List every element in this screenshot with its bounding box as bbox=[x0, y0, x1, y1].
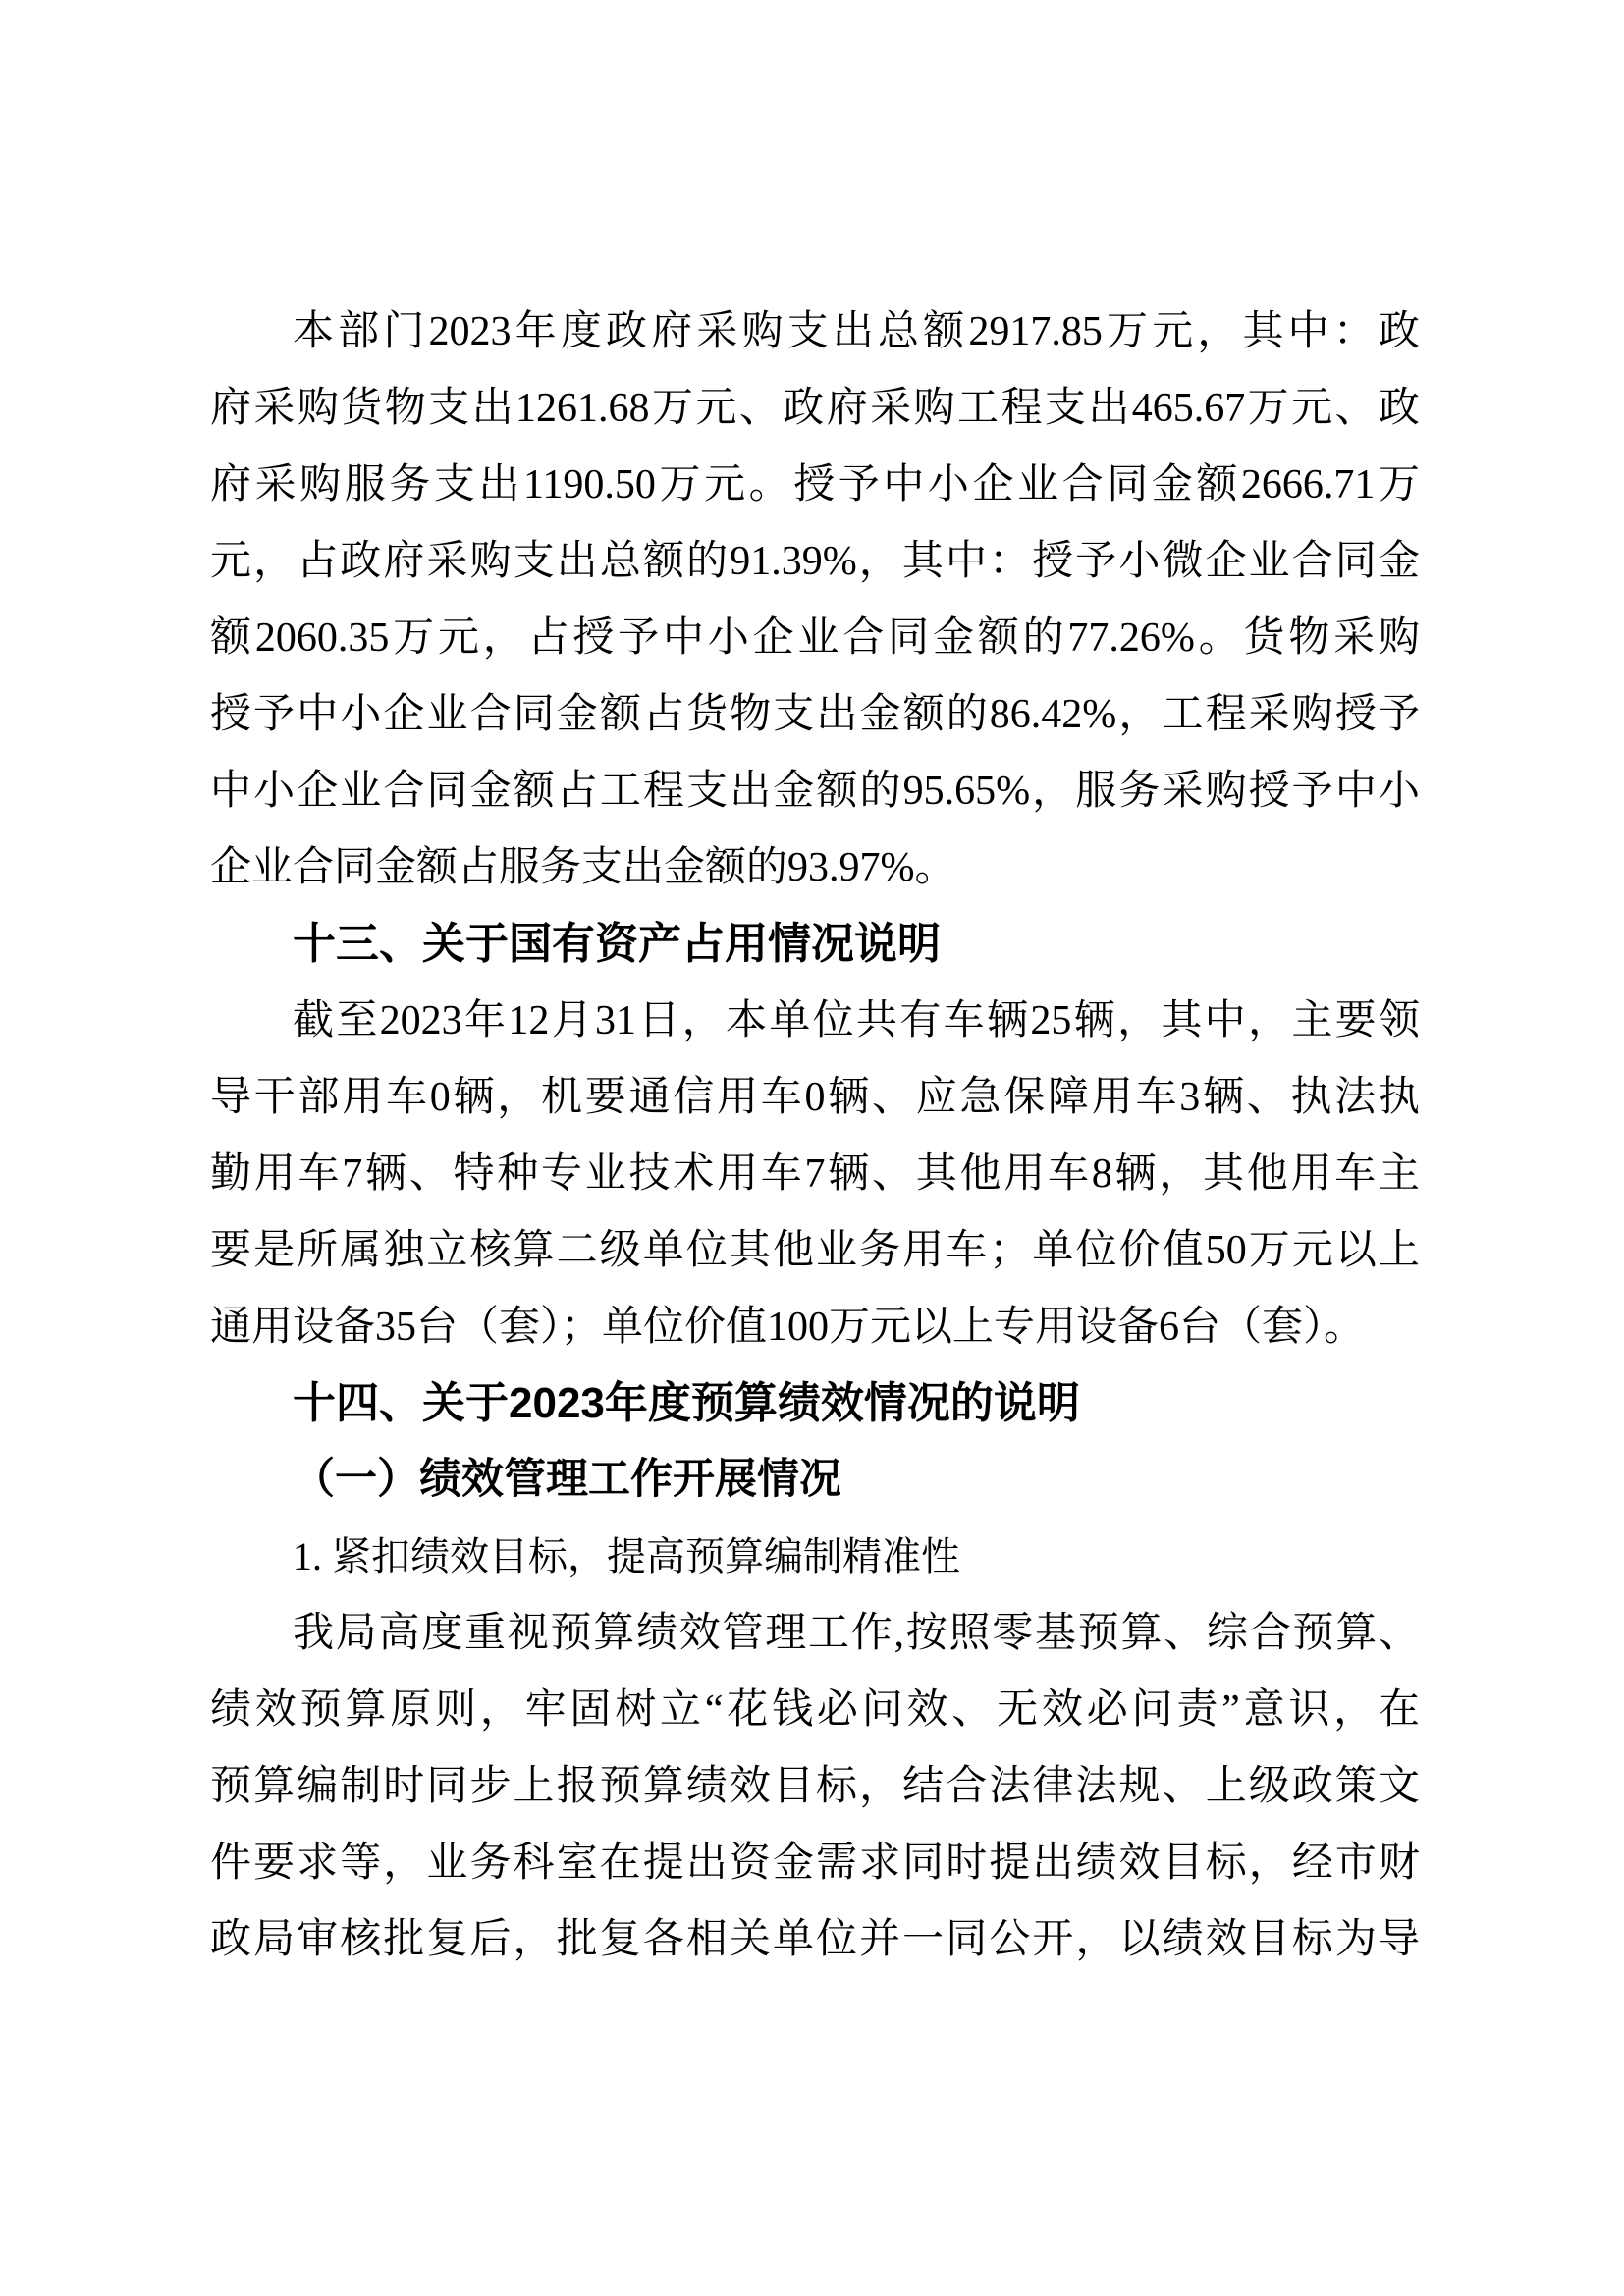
text-line: 政局审核批复后，批复各相关单位并一同公开，以绩效目标为导 bbox=[210, 1917, 1420, 1962]
text-line: 府采购货物支出1261.68万元、政府采购工程支出465.67万元、政 bbox=[210, 386, 1420, 431]
text-line: 要是所属独立核算二级单位其他业务用车；单位价值50万元以上 bbox=[210, 1228, 1420, 1273]
text-line: 勤用车7辆、特种专业技术用车7辆、其他用车8辆，其他用车主 bbox=[210, 1151, 1420, 1197]
heading-section-14: 十四、关于2023年度预算绩效情况的说明 bbox=[293, 1379, 1080, 1427]
text-line: 额2060.35万元，占授予中小企业合同金额的77.26%。货物采购 bbox=[210, 615, 1420, 661]
text-line: 预算编制时同步上报预算绩效目标，结合法律法规、上级政策文 bbox=[210, 1764, 1420, 1809]
document-body bbox=[210, 294, 1420, 1978]
text-line: 府采购服务支出1190.50万元。授予中小企业合同金额2666.71万 bbox=[210, 462, 1420, 507]
text-line: 导干部用车0辆，机要通信用车0辆、应急保障用车3辆、执法执 bbox=[210, 1075, 1420, 1120]
text-line: 我局高度重视预算绩效管理工作,按照零基预算、综合预算、 bbox=[293, 1611, 1420, 1656]
subheading-performance-management: （一）绩效管理工作开展情况 bbox=[293, 1457, 841, 1503]
text-line: 元，占政府采购支出总额的91.39%，其中：授予小微企业合同金 bbox=[210, 539, 1420, 584]
text-line: 本部门2023年度政府采购支出总额2917.85万元，其中：政 bbox=[293, 309, 1420, 354]
text-line: 企业合同金额占服务支出金额的93.97%。 bbox=[210, 845, 956, 890]
text-line: 绩效预算原则，牢固树立“花钱必问效、无效必问责”意识，在 bbox=[210, 1687, 1420, 1733]
heading-section-13: 十三、关于国有资产占用情况说明 bbox=[293, 920, 941, 968]
text-line: 件要求等，业务科室在提出资金需求同时提出绩效目标，经市财 bbox=[210, 1841, 1420, 1886]
text-line: 授予中小企业合同金额占货物支出金额的86.42%，工程采购授予 bbox=[210, 692, 1420, 737]
subheading-item-1: 1. 紧扣绩效目标，提高预算编制精准性 bbox=[293, 1534, 960, 1578]
text-line: 通用设备35台（套）；单位价值100万元以上专用设备6台（套）。 bbox=[210, 1305, 1366, 1350]
text-line: 中小企业合同金额占工程支出金额的95.65%，服务采购授予中小 bbox=[210, 769, 1420, 814]
text-line: 截至2023年12月31日，本单位共有车辆25辆，其中，主要领 bbox=[293, 998, 1420, 1043]
